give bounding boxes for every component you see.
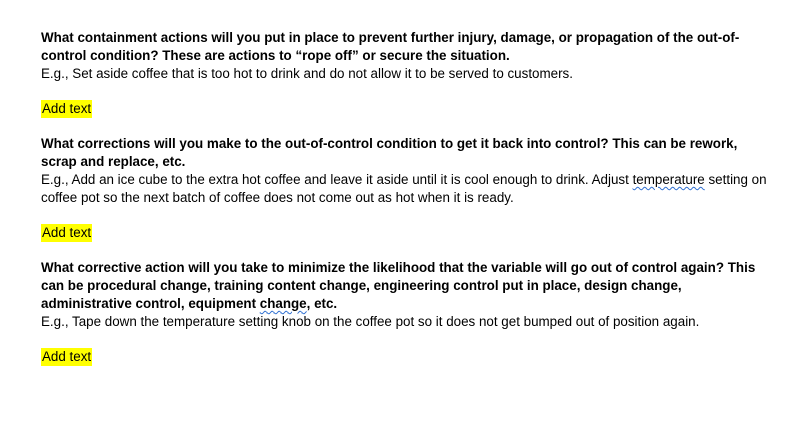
corrections-example-start: E.g., Add an ice cube to the extra hot coffee and leave it aside until it is cool enough to drink. Adjust: [41, 172, 633, 187]
corrections-add-text-wrap: [41, 224, 771, 242]
document-body: [41, 29, 771, 383]
spellcheck-flagged-word[interactable]: change: [259, 296, 307, 311]
corrective-action-question: [41, 259, 771, 313]
containment-add-text-wrap: [41, 100, 771, 118]
corrections-example-end: setting on coffee pot so the next batch of coffee does not come out as hot when it is ready.: [41, 172, 767, 205]
containment-example: E.g., Set aside coffee that is too hot to drink and do not allow it to be served to customers.: [41, 66, 573, 81]
corrections-section: [41, 135, 771, 242]
corrections-question: What corrections will you make to the out-of-control condition to get it back into control? This can be rework, scrap and replace, etc.: [41, 136, 738, 169]
corrective-action-add-text-field[interactable]: Add text: [42, 349, 92, 364]
spellcheck-flagged-word[interactable]: temperature: [632, 172, 705, 187]
corrective-question-end: , etc.: [306, 296, 338, 311]
corrective-action-example: E.g., Tape down the temperature setting knob on the coffee pot so it does not get bumped out of position again.: [41, 314, 700, 329]
corrections-example: [41, 171, 771, 207]
corrective-action-section: [41, 259, 771, 366]
corrective-question-start: What corrective action will you take to minimize the likelihood that the variable will go out of control again? This can be procedural change, training content change, engineering control put in place, design change, administrative control, equipment: [41, 260, 756, 311]
containment-add-text-field[interactable]: Add text: [42, 101, 92, 116]
corrections-add-text-field[interactable]: Add text: [42, 225, 92, 240]
containment-section: [41, 29, 771, 118]
containment-question: What containment actions will you put in place to prevent further injury, damage, or propagation of the out-of-control condition? These are actions to “rope off” or secure the situation.: [41, 30, 740, 63]
corrective-action-add-text-wrap: [41, 348, 771, 366]
